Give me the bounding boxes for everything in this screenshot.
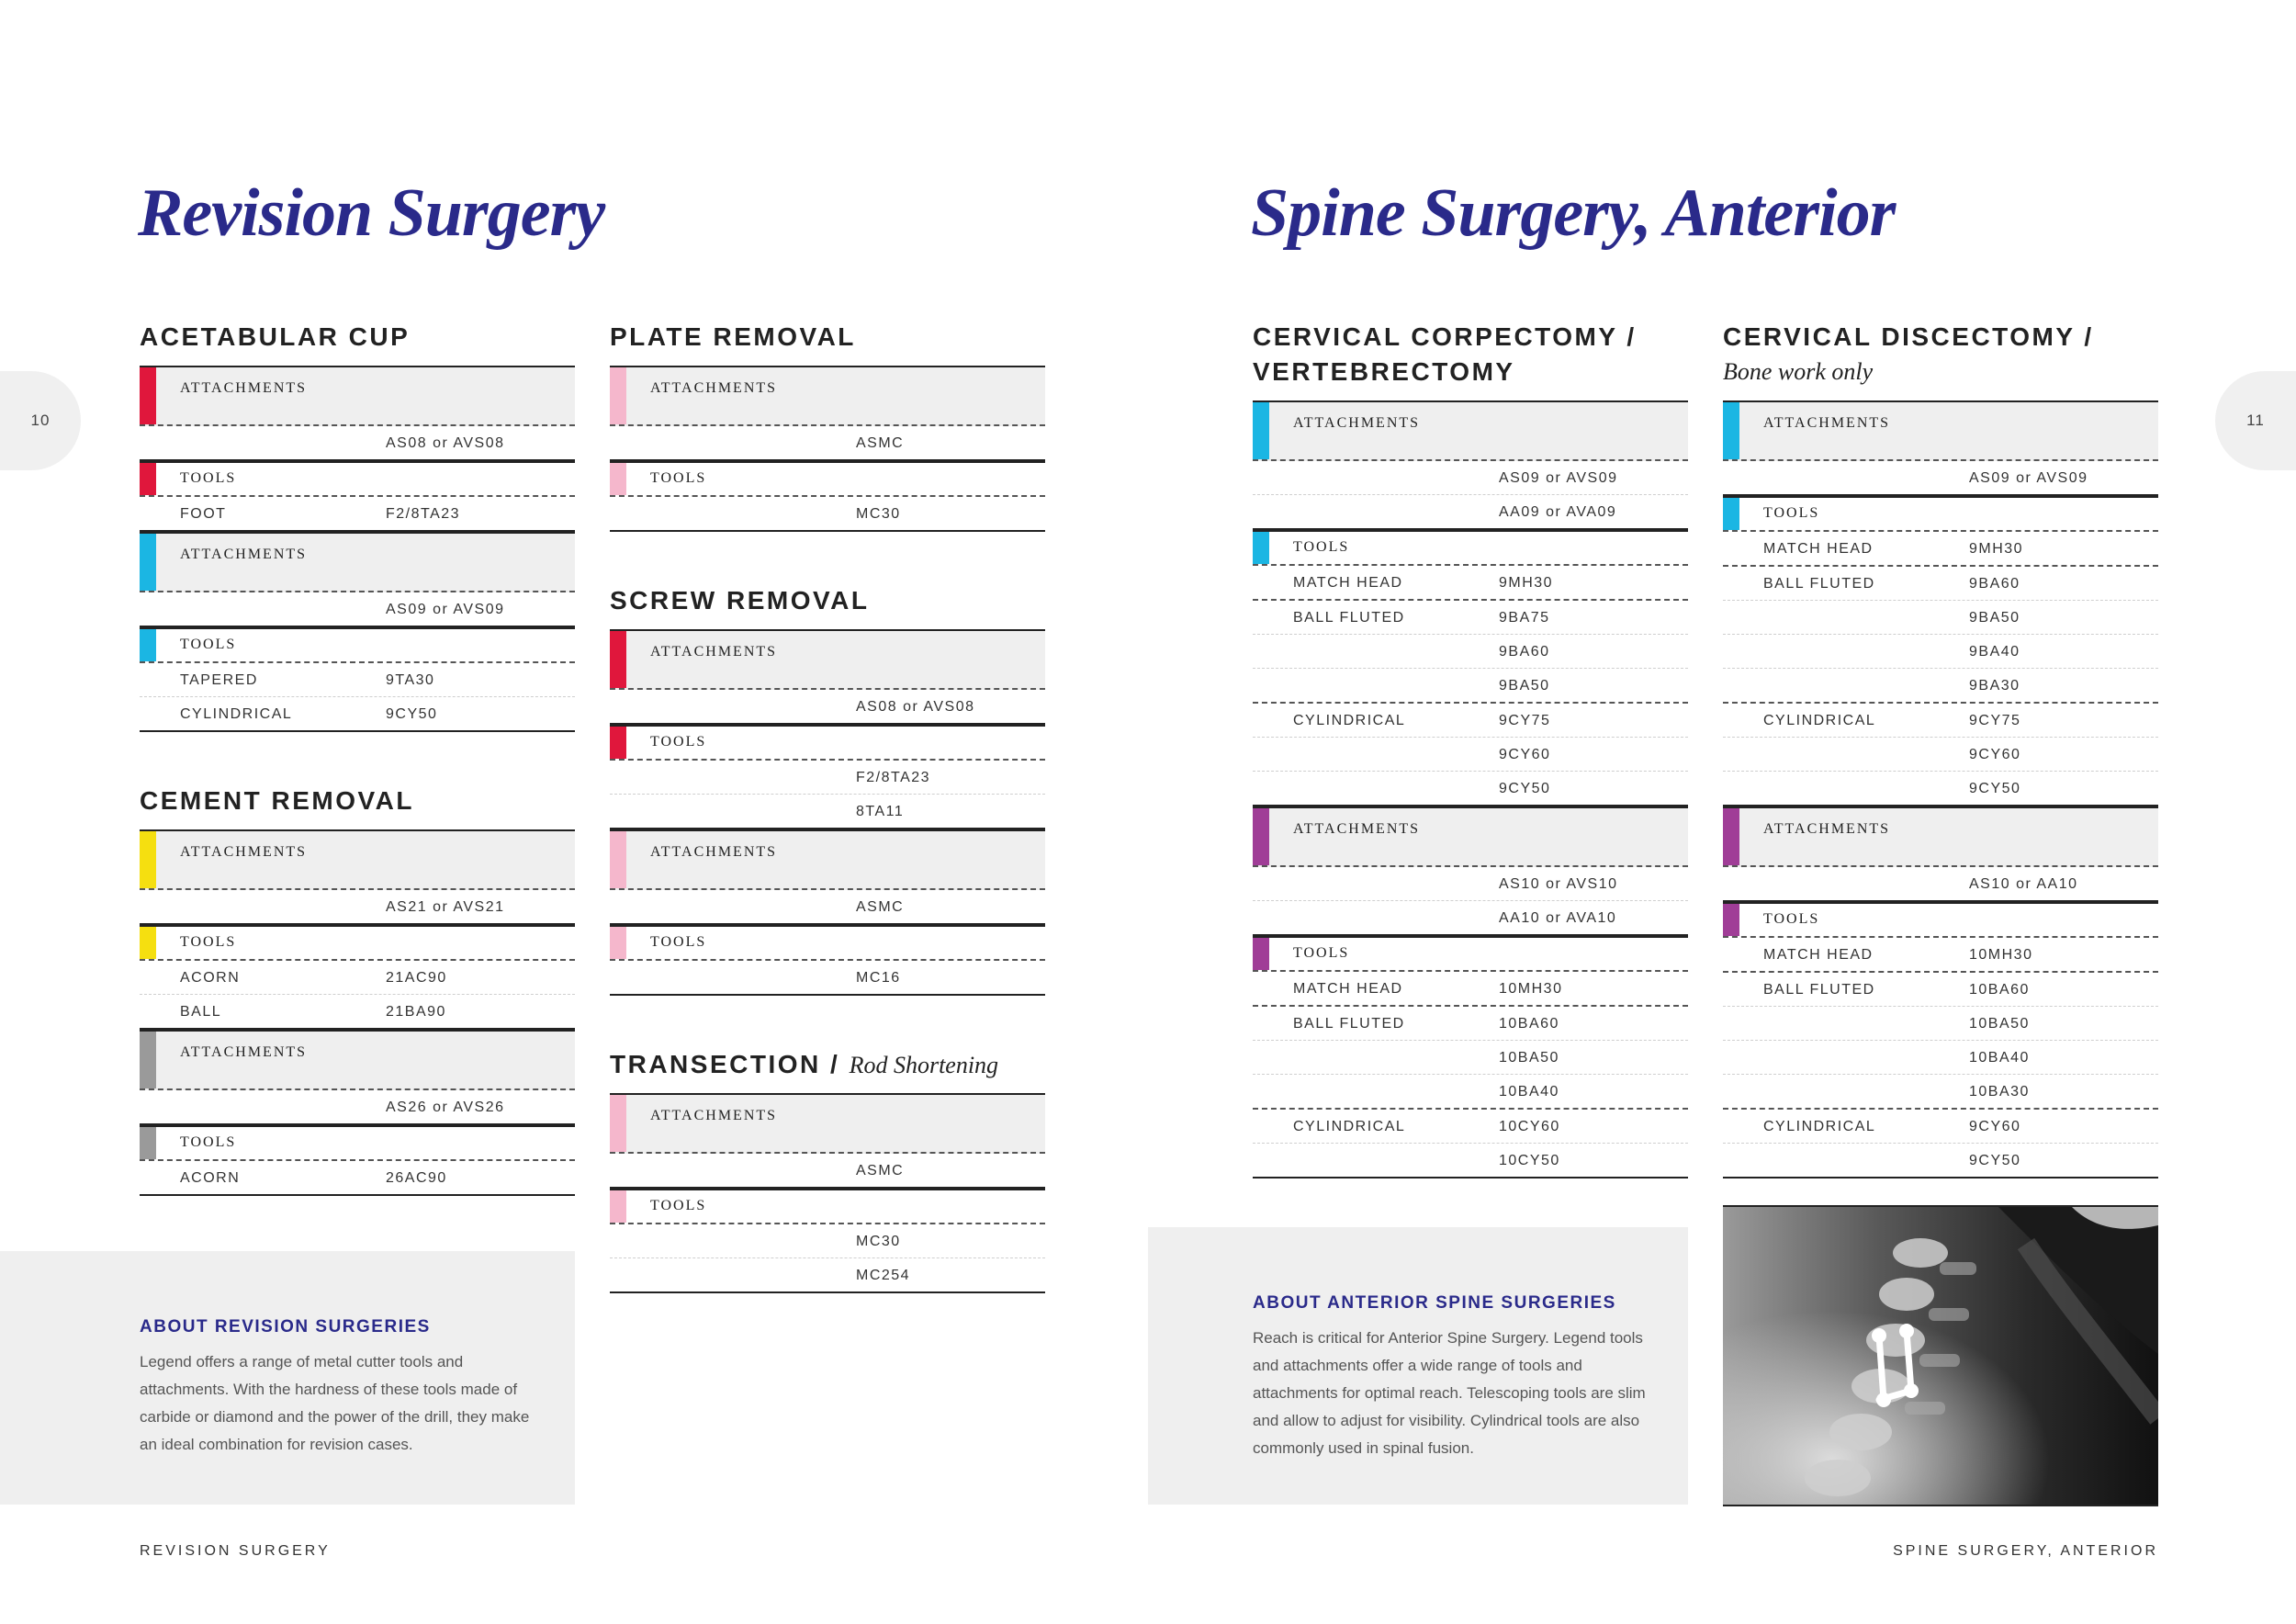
section-title — [1723, 320, 2158, 389]
tool-code: 9CY50 — [1969, 781, 2021, 796]
tools-label: TOOLS — [180, 1134, 237, 1150]
cervical-spine-xray — [1723, 1207, 2158, 1505]
tool-name: MATCH HEAD — [1763, 947, 1874, 963]
attachment-row — [140, 1090, 575, 1125]
about-revision-text: Legend offers a range of metal cutter tools and attachments. With the hardness of these tools made of carbide or diamond and the power of the drill, they make an ideal combination for revision cases. — [140, 1353, 530, 1453]
tool-code: 9CY50 — [1499, 781, 1551, 796]
xray-image — [1723, 1205, 2158, 1506]
color-bar — [140, 534, 156, 591]
tool-row — [140, 961, 575, 995]
attachments-label: ATTACHMENTS — [180, 547, 308, 562]
attachments-label: ATTACHMENTS — [180, 380, 308, 396]
tool-name: CYLINDRICAL — [1293, 1119, 1406, 1134]
color-bar — [1723, 904, 1739, 936]
color-bar — [1723, 808, 1739, 865]
tool-name: TAPERED — [180, 672, 258, 688]
tool-code: 9BA40 — [1969, 644, 2020, 660]
column-cervical-discectomy — [1723, 320, 2158, 1179]
color-bar — [610, 631, 626, 688]
tool-code: 9BA50 — [1499, 678, 1550, 694]
attachment-code: AS09 or AVS09 — [1969, 470, 2088, 486]
attachments-label: ATTACHMENTS — [650, 844, 778, 860]
tools-header — [610, 925, 1045, 961]
attachment-code: AS09 or AVS09 — [386, 602, 505, 617]
tools-header — [1723, 902, 2158, 938]
color-bar — [610, 727, 626, 759]
section-spacer — [140, 732, 575, 784]
attachments-label: ATTACHMENTS — [1293, 415, 1421, 431]
tool-row — [140, 995, 575, 1030]
color-bar — [1253, 402, 1269, 459]
tool-row — [1723, 567, 2158, 601]
section-title — [140, 784, 575, 818]
section — [140, 320, 575, 784]
tool-row — [1253, 669, 1688, 704]
color-bar — [610, 927, 626, 959]
right-footer: SPINE SURGERY, ANTERIOR — [1893, 1543, 2158, 1559]
tool-row — [140, 663, 575, 697]
section-title-text: TRANSECTION / — [610, 1050, 850, 1078]
section-title-text: SCREW REMOVAL — [610, 586, 870, 615]
tool-row — [140, 497, 575, 532]
left-page-title: Revision Surgery — [138, 175, 605, 251]
tool-code: 9CY60 — [1969, 1119, 2021, 1134]
tools-label: TOOLS — [1763, 505, 1820, 521]
attachments-header — [610, 366, 1045, 426]
attachments-header — [610, 629, 1045, 690]
section-title — [140, 320, 575, 355]
left-footer: REVISION SURGERY — [140, 1543, 331, 1559]
attachment-code: AS09 or AVS09 — [1499, 470, 1618, 486]
tool-row — [610, 497, 1045, 532]
tool-row — [610, 1258, 1045, 1293]
section-subtitle: Rod Shortening — [849, 1052, 999, 1078]
color-bar — [140, 927, 156, 959]
attachment-row — [1253, 867, 1688, 901]
tool-row — [1253, 1041, 1688, 1075]
color-bar — [1253, 808, 1269, 865]
section-title-text: CERVICAL DISCECTOMY / — [1723, 322, 2094, 351]
tool-code: 9BA75 — [1499, 610, 1550, 626]
attachments-label: ATTACHMENTS — [1763, 415, 1891, 431]
attachments-header — [610, 829, 1045, 890]
tool-code: 9BA30 — [1969, 678, 2020, 694]
attachment-row — [1253, 461, 1688, 495]
tool-row — [140, 697, 575, 732]
color-bar — [140, 629, 156, 661]
tools-header — [140, 461, 575, 497]
tool-code: 9CY60 — [1499, 747, 1551, 762]
tool-code: 9TA30 — [386, 672, 435, 688]
attachments-header — [140, 829, 575, 890]
attachments-label: ATTACHMENTS — [650, 380, 778, 396]
tools-label: TOOLS — [650, 1198, 707, 1213]
column-revision-right — [610, 320, 1045, 1293]
attachments-label: ATTACHMENTS — [1293, 821, 1421, 837]
tools-label: TOOLS — [180, 470, 237, 486]
tools-label: TOOLS — [180, 637, 237, 652]
color-bar — [610, 367, 626, 424]
color-bar — [1253, 532, 1269, 564]
tool-code: MC30 — [856, 506, 901, 522]
tool-name: MATCH HEAD — [1293, 575, 1403, 591]
tool-row — [1723, 704, 2158, 738]
attachments-header — [1253, 806, 1688, 867]
tool-code: 9CY75 — [1499, 713, 1551, 728]
attachment-row — [140, 592, 575, 627]
tools-header — [140, 925, 575, 961]
tool-row — [1253, 738, 1688, 772]
tool-row — [610, 795, 1045, 829]
attachment-row — [610, 1154, 1045, 1189]
tool-row — [1723, 738, 2158, 772]
tool-code: 10BA50 — [1969, 1016, 2030, 1032]
tool-code: 21BA90 — [386, 1004, 446, 1020]
tools-label: TOOLS — [180, 934, 237, 950]
attachments-label: ATTACHMENTS — [180, 844, 308, 860]
tool-name: BALL FLUTED — [1293, 610, 1405, 626]
about-revision-heading: ABOUT REVISION SURGERIES — [140, 1317, 431, 1336]
attachment-row — [610, 426, 1045, 461]
attachment-row — [1253, 495, 1688, 530]
tool-row — [140, 1161, 575, 1196]
tool-row — [1253, 772, 1688, 806]
about-spine-box — [1148, 1227, 1688, 1505]
tools-header — [1253, 530, 1688, 566]
attachment-code: AS10 or AA10 — [1969, 876, 2078, 892]
color-bar — [610, 463, 626, 495]
attachments-header — [140, 1030, 575, 1090]
section-title-text: CEMENT REMOVAL — [140, 786, 414, 815]
tool-row — [610, 961, 1045, 996]
attachments-label: ATTACHMENTS — [180, 1044, 308, 1060]
tool-name: BALL FLUTED — [1763, 576, 1875, 592]
tool-name: ACORN — [180, 970, 241, 986]
tool-row — [1723, 532, 2158, 567]
tool-name: CYLINDRICAL — [1293, 713, 1406, 728]
tool-name: ACORN — [180, 1170, 241, 1186]
tools-header — [140, 627, 575, 663]
attachment-row — [140, 890, 575, 925]
tool-code: 10BA60 — [1969, 982, 2030, 998]
color-bar — [1723, 402, 1739, 459]
tool-code: 9BA60 — [1969, 576, 2020, 592]
tool-row — [1723, 973, 2158, 1007]
tool-code: 10MH30 — [1499, 981, 1563, 997]
section — [140, 784, 575, 1196]
tool-name: MATCH HEAD — [1763, 541, 1874, 557]
tool-row — [1723, 669, 2158, 704]
tool-code: 10MH30 — [1969, 947, 2033, 963]
color-bar — [140, 1032, 156, 1088]
tool-row — [1723, 1110, 2158, 1144]
tool-code: 10CY50 — [1499, 1153, 1560, 1168]
tool-code: 9BA60 — [1499, 644, 1550, 660]
attachments-label: ATTACHMENTS — [1763, 821, 1891, 837]
tool-code: MC30 — [856, 1234, 901, 1249]
tool-code: 10BA40 — [1499, 1084, 1559, 1100]
tool-name: BALL FLUTED — [1293, 1016, 1405, 1032]
attachment-code: AS21 or AVS21 — [386, 899, 505, 915]
tool-code: 10CY60 — [1499, 1119, 1560, 1134]
tool-row — [1253, 972, 1688, 1007]
tool-code: MC254 — [856, 1268, 911, 1283]
section — [610, 320, 1045, 583]
section — [610, 583, 1045, 1047]
tool-code: 21AC90 — [386, 970, 447, 986]
tool-row — [1723, 1075, 2158, 1110]
attachments-header — [1723, 806, 2158, 867]
tool-code: 9BA50 — [1969, 610, 2020, 626]
tool-row — [1253, 704, 1688, 738]
section — [1253, 320, 1688, 1179]
section-spacer — [610, 996, 1045, 1047]
attachment-row — [1723, 867, 2158, 902]
attachment-row — [1253, 901, 1688, 936]
about-revision-box — [0, 1251, 575, 1505]
attachments-header — [1723, 400, 2158, 461]
section-title — [1253, 320, 1688, 389]
tool-row — [1253, 635, 1688, 669]
tool-row — [610, 761, 1045, 795]
tool-code: 9CY50 — [386, 706, 438, 722]
section-title — [610, 320, 1045, 355]
color-bar — [140, 463, 156, 495]
color-bar — [610, 1190, 626, 1223]
tools-label: TOOLS — [1763, 911, 1820, 927]
tool-name: CYLINDRICAL — [180, 706, 293, 722]
right-page-number: 11 — [2215, 371, 2296, 470]
attachment-row — [610, 690, 1045, 725]
tools-label: TOOLS — [650, 934, 707, 950]
tool-code: 9CY50 — [1969, 1153, 2021, 1168]
tool-name: MATCH HEAD — [1293, 981, 1403, 997]
tool-row — [1723, 601, 2158, 635]
tool-code: F2/8TA23 — [386, 506, 461, 522]
tool-code: 9CY60 — [1969, 747, 2021, 762]
section — [1723, 320, 2158, 1179]
color-bar — [610, 1095, 626, 1152]
tool-row — [1253, 566, 1688, 601]
section-title-text: CERVICAL CORPECTOMY / — [1253, 322, 1637, 351]
tool-code: 9MH30 — [1499, 575, 1554, 591]
tool-name: CYLINDRICAL — [1763, 713, 1876, 728]
tool-row — [1723, 772, 2158, 806]
tool-code: 9CY75 — [1969, 713, 2021, 728]
section-title-text: PLATE REMOVAL — [610, 322, 856, 351]
attachment-code: AS10 or AVS10 — [1499, 876, 1618, 892]
attachment-row — [1723, 461, 2158, 496]
tool-code: MC16 — [856, 970, 901, 986]
tool-row — [1253, 1075, 1688, 1110]
tool-row — [1253, 1007, 1688, 1041]
attachments-header — [610, 1093, 1045, 1154]
attachment-code: AS08 or AVS08 — [856, 699, 975, 715]
color-bar — [140, 367, 156, 424]
color-bar — [140, 831, 156, 888]
tool-row — [1723, 635, 2158, 669]
attachments-header — [140, 366, 575, 426]
tools-header — [610, 725, 1045, 761]
attachment-code: AA10 or AVA10 — [1499, 910, 1617, 926]
attachment-row — [610, 890, 1045, 925]
tool-name: BALL — [180, 1004, 222, 1020]
column-revision-left — [140, 320, 575, 1196]
tool-code: F2/8TA23 — [856, 770, 931, 785]
tools-header — [1723, 496, 2158, 532]
tool-row — [1253, 1110, 1688, 1144]
tool-code: 8TA11 — [856, 804, 905, 819]
section-title-line2: VERTEBRECTOMY — [1253, 357, 1515, 386]
attachment-code: ASMC — [856, 899, 905, 915]
tool-code: 9MH30 — [1969, 541, 2024, 557]
tool-code: 10BA30 — [1969, 1084, 2030, 1100]
attachments-header — [1253, 400, 1688, 461]
color-bar — [1253, 938, 1269, 970]
tool-row — [1723, 1144, 2158, 1179]
tool-code: 10BA60 — [1499, 1016, 1559, 1032]
left-page-number: 10 — [0, 371, 81, 470]
tool-row — [1253, 1144, 1688, 1179]
tool-row — [1723, 1041, 2158, 1075]
section-title — [610, 583, 1045, 618]
attachment-code: ASMC — [856, 435, 905, 451]
tools-header — [610, 461, 1045, 497]
tools-label: TOOLS — [650, 734, 707, 750]
tool-name: CYLINDRICAL — [1763, 1119, 1876, 1134]
tools-header — [1253, 936, 1688, 972]
section — [610, 1047, 1045, 1293]
section-title-text: ACETABULAR CUP — [140, 322, 411, 351]
about-spine-text: Reach is critical for Anterior Spine Surgery. Legend tools and attachments offer a wide range of tools and attachments for optimal reach. Telescoping tools are slim and allow to adjust for visibility. Cylindrical tools are also commonly used in spinal fusion. — [1253, 1329, 1646, 1457]
section-title — [610, 1047, 1045, 1082]
attachments-header — [140, 532, 575, 592]
tools-label: TOOLS — [1293, 945, 1350, 961]
tool-name: FOOT — [180, 506, 227, 522]
attachments-label: ATTACHMENTS — [650, 644, 778, 660]
tool-code: 10BA40 — [1969, 1050, 2030, 1066]
tools-label: TOOLS — [1293, 539, 1350, 555]
color-bar — [610, 831, 626, 888]
tool-row — [1723, 1007, 2158, 1041]
section-spacer — [610, 532, 1045, 583]
tool-code: 26AC90 — [386, 1170, 447, 1186]
tools-label: TOOLS — [650, 470, 707, 486]
attachment-code: ASMC — [856, 1163, 905, 1179]
tool-name: BALL FLUTED — [1763, 982, 1875, 998]
attachment-code: AS08 or AVS08 — [386, 435, 505, 451]
tools-header — [610, 1189, 1045, 1224]
attachment-code: AA09 or AVA09 — [1499, 504, 1617, 520]
tools-header — [140, 1125, 575, 1161]
attachments-label: ATTACHMENTS — [650, 1108, 778, 1123]
tool-row — [1723, 938, 2158, 973]
column-cervical-corpectomy — [1253, 320, 1688, 1179]
tool-code: 10BA50 — [1499, 1050, 1559, 1066]
color-bar — [140, 1127, 156, 1159]
attachment-code: AS26 or AVS26 — [386, 1100, 505, 1115]
right-page-title: Spine Surgery, Anterior — [1251, 175, 1896, 251]
color-bar — [1723, 498, 1739, 530]
tool-row — [610, 1224, 1045, 1258]
about-spine-heading: ABOUT ANTERIOR SPINE SURGERIES — [1253, 1293, 1616, 1313]
tool-row — [1253, 601, 1688, 635]
section-subtitle: Bone work only — [1723, 358, 1874, 385]
attachment-row — [140, 426, 575, 461]
